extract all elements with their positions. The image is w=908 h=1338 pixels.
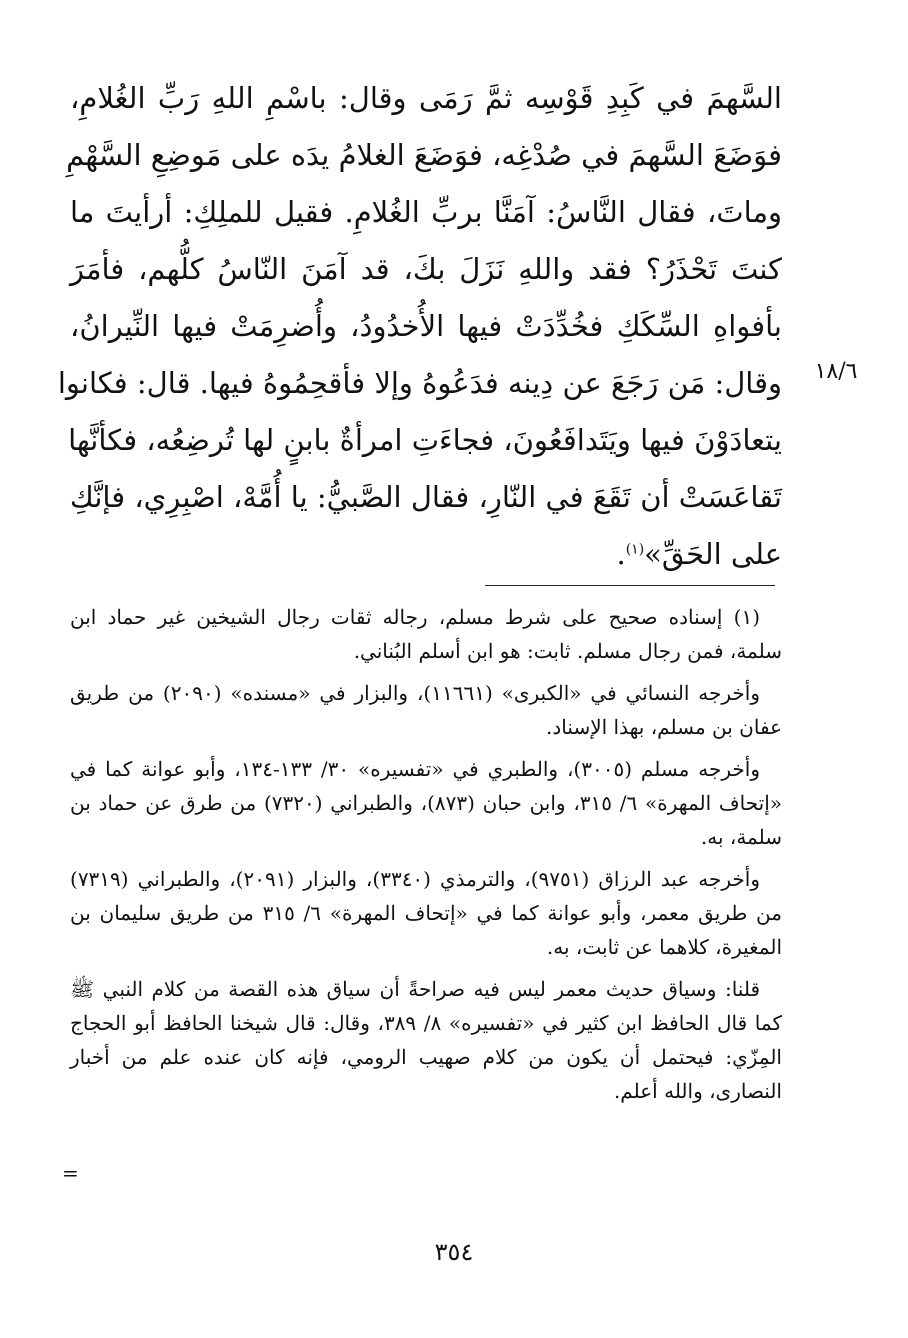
footnote-marker: (١) (625, 541, 645, 558)
footnote-paragraph-4: وأخرجه عبد الرزاق (٩٧٥١)، والترمذي (٣٣٤٠)، والبزار (٢٠٩١)، والطبراني (٧٣١٩) من طريق معمر، وأبو عوانة كما في «إتحاف المهرة» ٦/ ٣١٥ من طريق سليمان بن المغيرة، كلاهما عن ثابت، به. (70, 867, 782, 959)
text-line-8: تَقاعَسَتْ أن تَقَعَ في النّارِ، فقال الصَّبيُّ: يا أُمَّهْ، اصْبِرِي، فإنَّكِ (69, 480, 782, 514)
final-period: . (616, 537, 626, 571)
footnote-1: (١) إسناده صحيح على شرط مسلم، رجاله ثقات رجال الشيخين غير حماد ابن سلمة، فمن رجال مسلم. ثابت: هو ابن أسلم البُناني. (70, 605, 782, 663)
footnote-divider (485, 585, 775, 586)
main-text (57, 70, 782, 583)
margin-reference: ١٨/٦ (814, 359, 858, 384)
footnote-paragraph-3: وأخرجه مسلم (٣٠٠٥)، والطبري في «تفسيره» ٣٠/ ١٣٣-١٣٤، وأبو عوانة كما في «إتحاف المهرة» ٦/ ٣١٥، وابن حبان (٨٧٣)، والطبراني (٧٣٢٠) من طرق عن حماد بن سلمة، به. (70, 757, 783, 849)
text-line-9-content: على الحَقِّ» (644, 537, 782, 571)
text-line-3: وماتَ، فقال النَّاسُ: آمَنَّا بربِّ الغُلامِ. فقيل للملِكِ: أرأيتَ ما (70, 195, 782, 229)
footnotes (70, 600, 782, 1116)
page-number: ٣٥٤ (434, 1238, 474, 1266)
footnote-paragraph-5: قلنا: وسياق حديث معمر ليس فيه صراحةً أن سياق هذه القصة من كلام النبي ﷺ كما قال الحافظ ابن كثير في «تفسيره» ٨/ ٣٨٩، وقال: قال شيخنا الحافظ أبو الحجاج المِزّي: فيحتمل أن يكون من كلام صهيب الرومي، فإنه كان عنده علم من أخبار النصارى، والله أعلم. (70, 977, 782, 1103)
text-line-5: بأفواهِ السِّكَكِ فخُدِّدَتْ فيها الأُخدُودُ، وأُضرِمَتْ فيها النِّيرانُ، (70, 309, 782, 343)
text-line-2: فوَضَعَ السَّهمَ في صُدْغِه، فوَضَعَ الغلامُ يدَه على مَوضِعِ السَّهْمِ (66, 138, 782, 172)
text-line-1: السَّهمَ في كَبِدِ قَوْسِه ثمَّ رَمَى وقال: باسْمِ اللهِ رَبِّ الغُلامِ، (70, 81, 782, 115)
text-line-6: وقال: مَن رَجَعَ عن دِينه فدَعُوهُ وإلا فأقحِمُوهُ فيها. قال: فكانوا (57, 366, 782, 400)
text-line-9 (70, 526, 782, 583)
footnote-paragraph-2: وأخرجه النسائي في «الكبرى» (١١٦٦١)، والبزار في «مسنده» (٢٠٩٠) من طريق عفان بن مسلم، بهذا الإسناد. (70, 681, 782, 739)
continuation-mark: = (62, 1161, 79, 1185)
text-line-7: يتعادَوْنَ فيها ويَتَدافَعُونَ، فجاءَتِ امرأةٌ بابنٍ لها تُرضِعُه، فكأنَّها (68, 423, 782, 457)
text-line-4: كنتَ تَحْذَرُ؟ فقد واللهِ نَزَلَ بكَ، قد آمَنَ النّاسُ كلُّهم، فأمَرَ (70, 252, 782, 286)
